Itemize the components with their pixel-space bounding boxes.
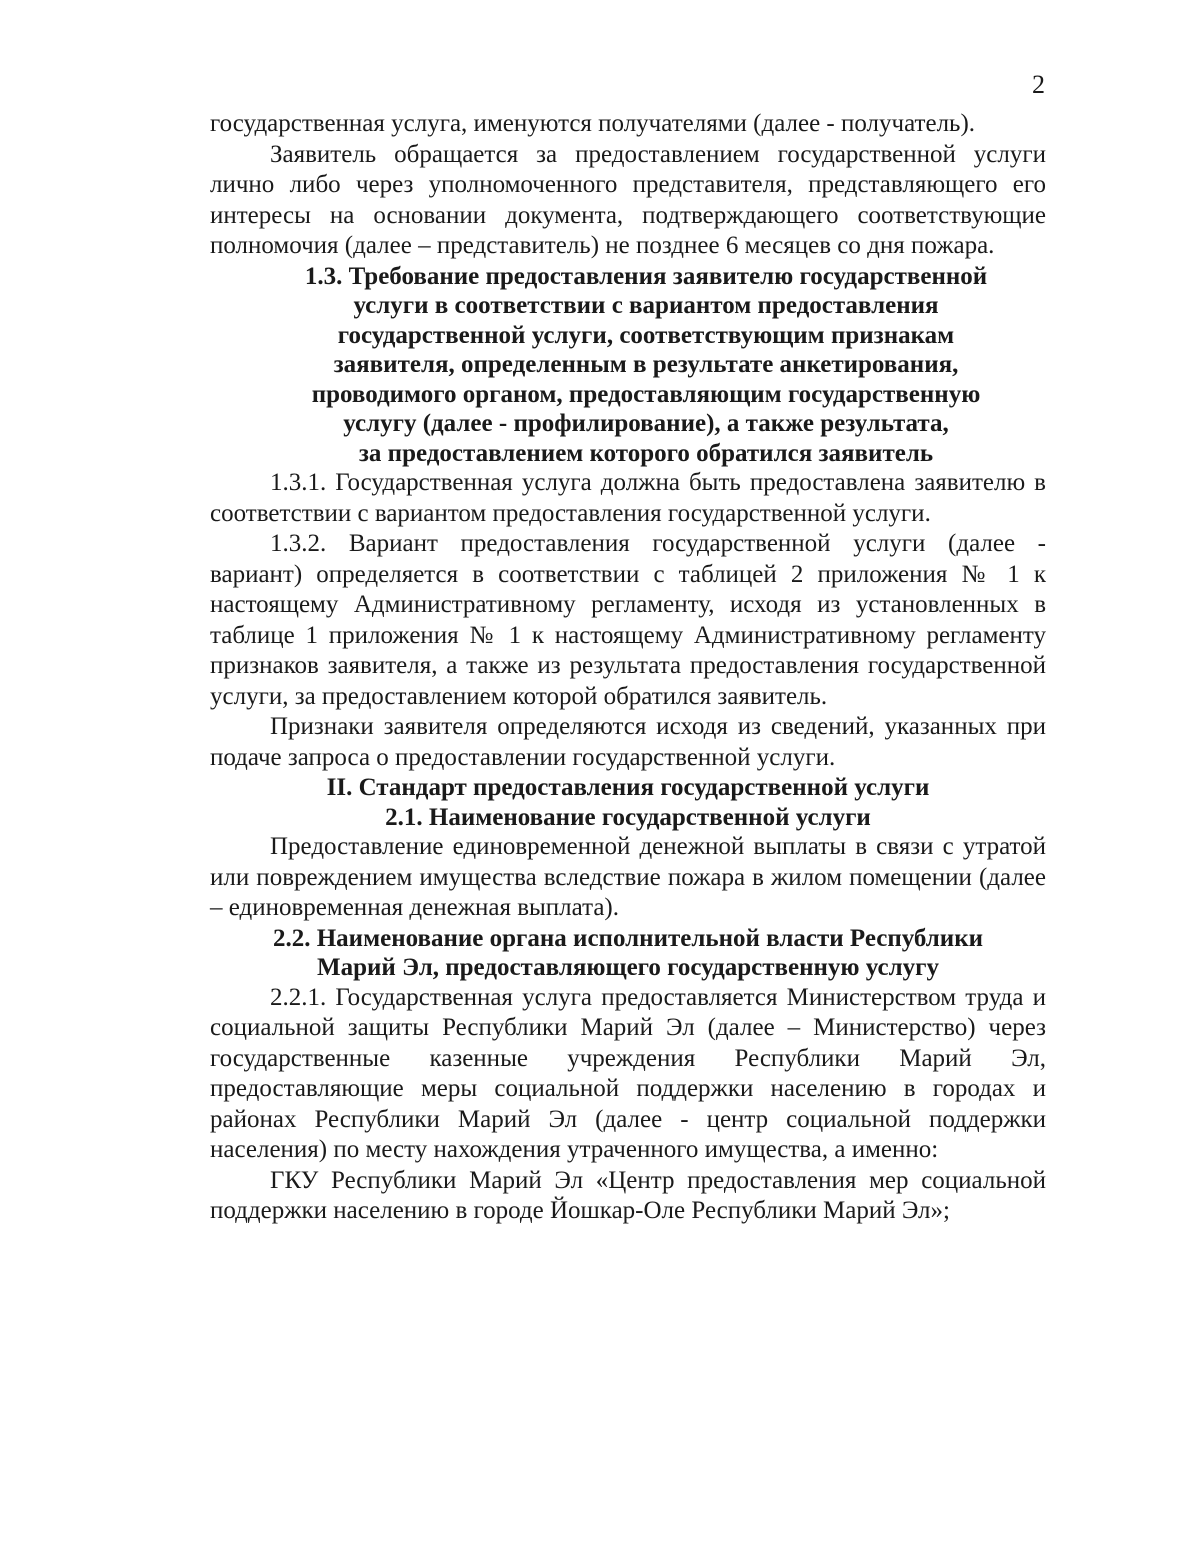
paragraph-2-1: Предоставление единовременной денежной выплаты в связи с утратой или повреждением имущества вследствие пожара в жилом помещении (далее – единовременная денежная выплата). xyxy=(210,833,1046,921)
document-body xyxy=(210,109,1046,1227)
section-heading-2-1: 2.1. Наименование государственной услуги xyxy=(385,803,871,831)
section-heading-2-2 xyxy=(210,924,1046,983)
paragraph-applicant-attributes: Признаки заявителя определяются исходя из сведений, указанных при подаче запроса о предоставлении государственной услуги. xyxy=(210,713,1046,771)
page-number: 2 xyxy=(1032,70,1045,99)
heading-line: Марий Эл, предоставляющего государственную услугу xyxy=(317,954,939,981)
paragraph-2-2-1: 2.2.1. Государственная услуга предоставляется Министерством труда и социальной защиты Республики Марий Эл (далее – Министерство) через государственные казенные учреждения Республики Марий Эл, предоставляющие меры социальной поддержки населению в городах и районах Республики Марий Эл (далее - центр социальной поддержки населения) по месту нахождения утраченного имущества, а именно: xyxy=(210,983,1046,1163)
heading-line: 1.3. Требование предоставления заявителю государственной xyxy=(304,262,988,290)
heading-line: государственной услуги, соответствующим признакам xyxy=(337,321,955,349)
heading-line: проводимого органом, предоставляющим государственную xyxy=(311,380,981,408)
section-heading-II: II. Стандарт предоставления государственной услуги xyxy=(326,774,930,801)
heading-line: услуги в соответствии с вариантом предоставления xyxy=(353,292,939,319)
section-heading-1-3 xyxy=(210,262,1046,469)
paragraph-intro-2: Заявитель обращается за предоставлением государственной услуги лично либо через уполномоченного представителя, представляющего его интересы на основании документа, подтверждающего соответствующие полномочия (далее – представитель) не позднее 6 месяцев со дня пожара. xyxy=(210,140,1046,259)
paragraph-1-3-2: 1.3.2. Вариант предоставления государственной услуги (далее - вариант) определяется в соответствии с таблицей 2 приложения № 1 к настоящему Административному регламенту, исходя из установленных в таблице 1 приложения № 1 к настоящему Административному регламенту признаков заявителя, а также из результата предоставления государственной услуги, за предоставлением которой обратился заявитель. xyxy=(210,530,1046,710)
paragraph-gku-yoshkar-ola: ГКУ Республики Марий Эл «Центр предоставления мер социальной поддержки населению в городе Йошкар-Оле Республики Марий Эл»; xyxy=(210,1166,1046,1224)
heading-line: за предоставлением которого обратился заявитель xyxy=(358,439,934,467)
heading-line: 2.2. Наименование органа исполнительной власти Республики xyxy=(272,924,984,952)
paragraph-1-3-1: 1.3.1. Государственная услуга должна быть предоставлена заявителю в соответствии с вариантом предоставления государственной услуги. xyxy=(210,469,1046,527)
heading-line: заявителя, определенным в результате анкетирования, xyxy=(333,351,959,378)
paragraph-intro-1: государственная услуга, именуются получателями (далее - получатель). xyxy=(210,110,976,137)
heading-line: услугу (далее - профилирование), а также результата, xyxy=(343,410,949,437)
